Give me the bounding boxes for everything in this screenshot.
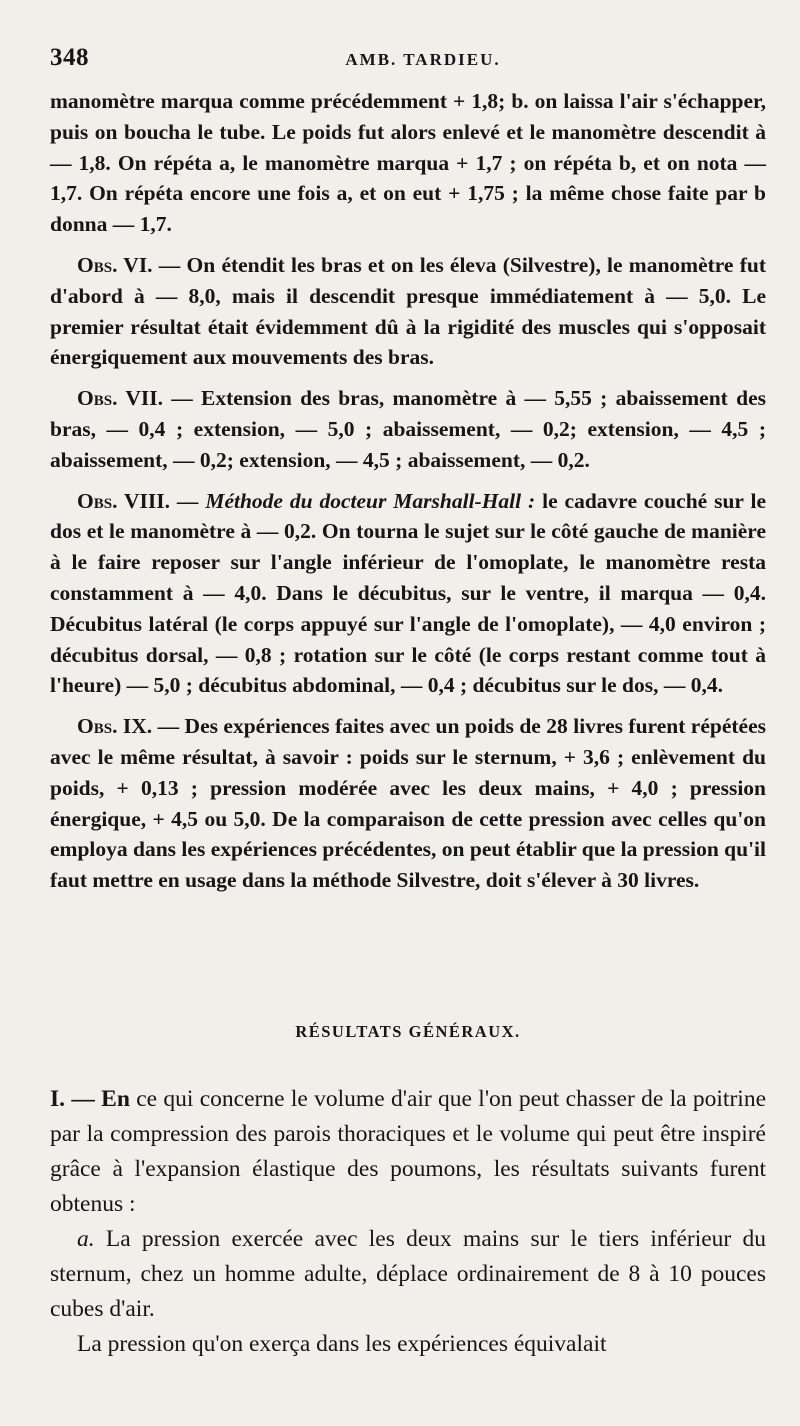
observation-dash: — xyxy=(176,488,206,513)
section-title: RÉSULTATS GÉNÉRAUX. xyxy=(295,1022,521,1041)
page-number: 348 xyxy=(50,44,89,71)
running-head: AMB. TARDIEU. xyxy=(345,50,501,69)
result-item-a xyxy=(50,1222,766,1327)
result-item-text: ce qui concerne le volume d'air que l'on peut chasser de la poitrine par la compression des parois thoraciques et le volume qui peut être inspiré grâce à l'expansion élastique des poumons, les résultats suivants furent obtenus : xyxy=(50,1086,766,1217)
observation-7 xyxy=(50,383,766,475)
observation-text: le cadavre couché sur le dos et le manomètre à — 0,2. On tourna le sujet sur le côté gauche de manière à le faire reposer sur l'angle inférieur de l'omoplate, le manomètre resta constamment à — 4,0. Dans le décubitus, sur le ventre, il marqua — 0,4. Décubitus latéral (le corps appuyé sur l'angle de l'omoplate), — 4,0 environ ; décubitus dorsal, — 0,8 ; rotation sur le côté (le corps restant comme tout à l'heure) — 5,0 ; décubitus abdominal, — 0,4 ; décubitus sur le dos, — 0,4. xyxy=(50,488,767,698)
result-item-label: a. xyxy=(77,1226,95,1252)
observation-text: — Extension des bras, manomètre à — 5,55 ; abaissement des bras, — 0,4 ; extension, — 5,0 ; abaissement, — 0,2; extension, — 4,5 ; abaissement, — 0,2; extension, — 4,5 ; abaissement, — 0,2. xyxy=(50,386,766,472)
observations-text xyxy=(50,86,766,896)
result-continuation: La pression qu'on exerça dans les expériences équivalait xyxy=(77,1331,607,1357)
result-item-text: La pression exercée avec les deux mains sur le tiers inférieur du sternum, chez un homme adulte, déplace ordinairement de 8 à 10 pouces cubes d'air. xyxy=(50,1226,766,1322)
observation-label: Obs. VII. xyxy=(77,386,163,411)
observation-6 xyxy=(50,250,766,373)
result-item-1 xyxy=(50,1082,766,1222)
observation-8 xyxy=(50,486,766,702)
observation-label: Obs. VIII. xyxy=(77,488,170,513)
continuation-paragraph: manomètre marqua comme précédemment + 1,8; b. on laissa l'air s'échapper, puis on boucha le tube. Le poids fut alors enlevé et le manomètre descendit à — 1,8. On répéta a, le manomètre marqua + 1,7 ; on répéta b, et on nota — 1,7. On répéta encore une fois a, et on eut + 1,75 ; la même chose faite par b donna — 1,7. xyxy=(50,89,766,237)
observation-label: Obs. IX. xyxy=(77,714,153,739)
observation-text: — On étendit les bras et on les éleva (Silvestre), le manomètre fut d'abord à — 8,0, mais il descendit presque immédiatement à — 5,0. Le premier résultat était évidemment dû à la rigidité des muscles qui s'opposait énergiquement aux mouvements des bras. xyxy=(50,252,766,370)
observation-9 xyxy=(50,711,766,896)
page-header xyxy=(50,44,766,78)
results-text xyxy=(50,1082,766,1362)
result-item-lead: I. — En xyxy=(50,1086,130,1112)
observation-label: Obs. VI. xyxy=(77,252,153,277)
observation-text: — Des expériences faites avec un poids de 28 livres furent répétées avec le même résultat, à savoir : poids sur le sternum, + 3,6 ; enlèvement du poids, + 0,13 ; pression modérée avec les deux mains, + 4,0 ; pression énergique, + 4,5 ou 5,0. De la comparaison de cette pression avec celles qu'on employa dans les expériences précédentes, on peut établir que la pression qu'il faut mettre en usage dans la méthode Silvestre, doit s'élever à 30 livres. xyxy=(50,714,766,893)
method-title: Méthode du docteur Marshall-Hall : xyxy=(205,488,536,513)
